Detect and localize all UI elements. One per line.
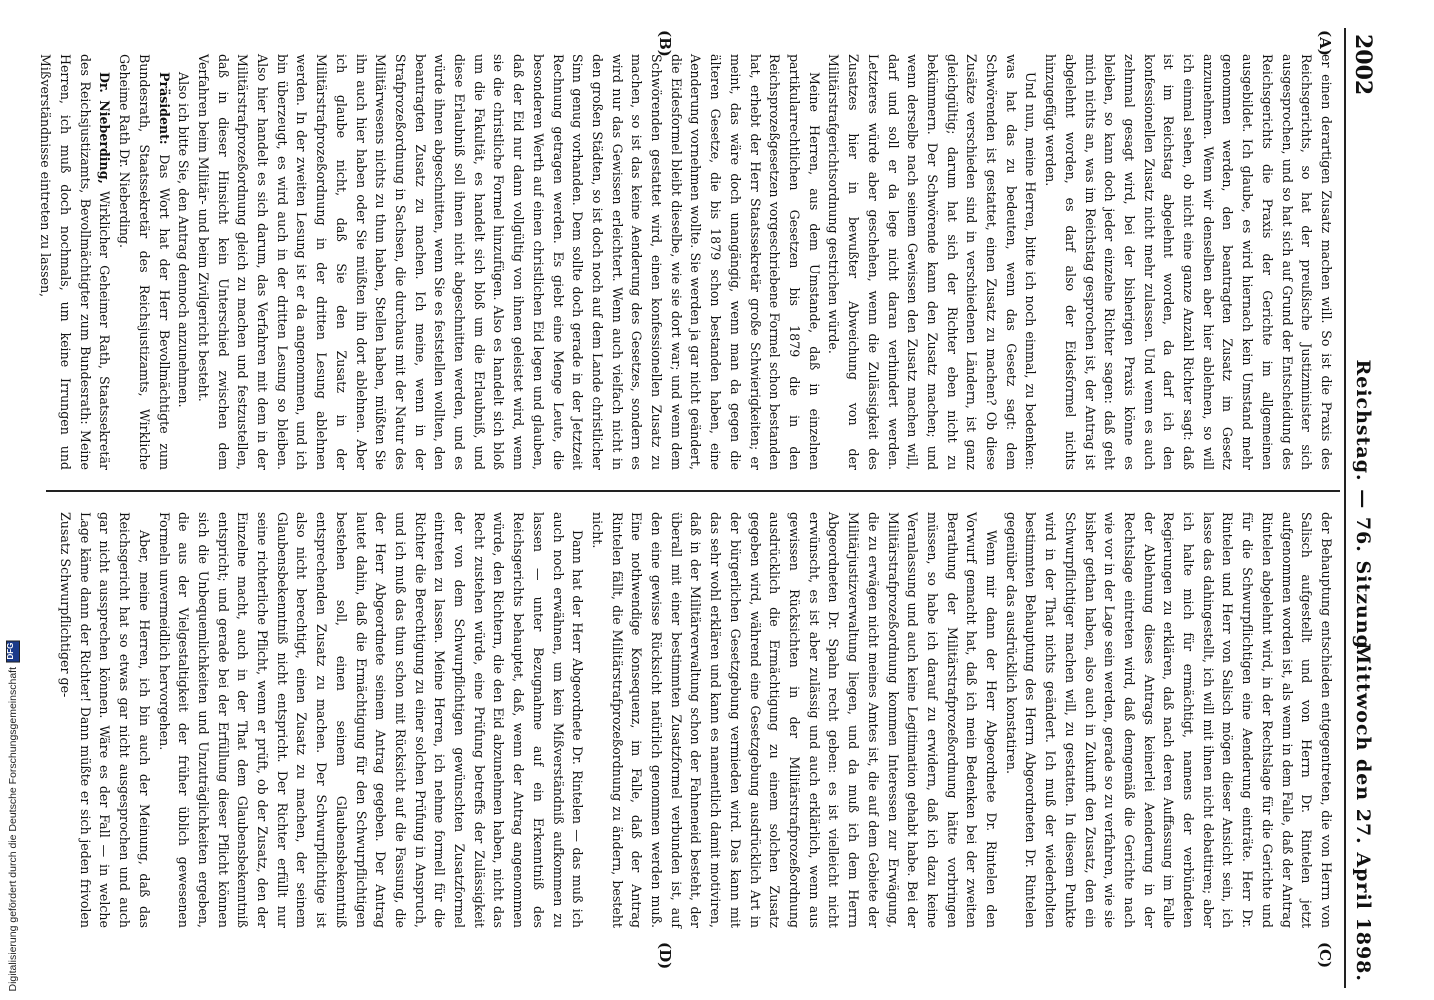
paragraph: Aber, meine Herren, ich bin auch der Meinung, daß das Reichsgericht hat so etwas gar nicht ausgesprochen und auch gar nicht aussprechen können. Wäre es der Fall — in welche Lage käme dann der Richter! Dann müßte er sich jeden frivolen Zusatz Schwurpflichtiger ge- (58, 512, 152, 928)
column-divider (46, 490, 1340, 492)
margin-marker-a: (A) (1316, 30, 1334, 56)
paragraph-text: Wirklicher Geheimer Rath, Staatssekretär des Reichsjustizamts, Bevollmächtigter zum Bundesrath: Meine Herren, ich muß doch nochmals, um keine Irrungen und Mißverständnisse eintreten zu lassen, (38, 54, 113, 470)
speaker-name: Präsident: (156, 72, 172, 145)
right-column (50, 512, 1336, 928)
paragraph: er einen derartigen Zusatz machen will. So ist die Praxis des Reichsgerichts, so hat der preußische Justizminister sich ausgesprochen, und so hat sich auf Grund der Entscheidung des Reichsgerichts die Praxis der Gerichte im allgemeinen ausgebildet. Ich glaube, es wird hiernach kein Umstand mehr genommen werden, den beantragten Zusatz im Gesetz anzunehmen. Wenn wir denselben aber hier ablehnen, so will ich einmal sehen, ob nicht eine ganze Anzahl Richter sagt: daß ist im Reichstag abgelehnt worden, da darf ich den konfessionellen Zusatz nicht mehr zulassen. Und wenn es auch zehnmal gesagt wird, bei der bisherigen Praxis könne es bleiben, so kann doch jeder einzelne Richter sagen: daß geht mich nichts an, was im Reichstag gesprochen ist, der Antrag ist abgelehnt worden, es darf also der Eidesformel nichts hinzugefügt werden. (1043, 54, 1334, 470)
margin-marker-b: (B) (656, 30, 674, 57)
speaker-name: Dr. Nieberding, (97, 72, 113, 184)
paragraph: Meine Herren, aus dem Umstande, daß in einzelnen partikularrechtlichen Gesetzen bis 1879 die in den Reichsprozeßgesetzen vorgeschriebene Formel schon bestanden hat, erhebt der Herr Staatssekretär große Schwierigkeiten; er meint, das wäre doch unangängig, wenn man da gegen die älteren Gesetze, die bis 1879 schon bestanden haben, eine Aenderung vornehmen wollte. Sie werden ja gar nicht geändert, die Eidesformel bleibt dieselbe, wie sie dort war; und wenn dem Schwörenden gestattet wird, einen konfessionellen Zusatz zu machen, so ist das keine Aenderung des Gesetzes, sondern es wird nur das Gewissen erleichtert. Wenn auch vielfach nicht in den großen Städten, so ist doch noch auf dem Lande christlicher Sinn genug vorhanden. Dem sollte doch gerade in der Jetztzeit Rechnung getragen werden. Es giebt eine Menge Leute, die besonderen Werth auf einen christlichen Eid legen und glauben, daß der Eid nur dann vollgültig von ihnen geleistet wird, wenn sie die christliche Formel hinzufügen. Also es handelt sich bloß um die Fakultät, es handelt sich bloß um die Erlaubniß, und diese Erlaubniß soll ihnen nicht abgeschnitten werden, und es würde ihnen abgeschnitten, wenn Sie es feststellen wollten, den beantragten Zusatz zu machen. Ich meine, wenn in der Strafprozeßordnung in Sachsen, die durchaus mit der Natur des Militärwesens nichts zu thun haben, Stellen haben, müßten Sie ihn auch hier haben oder Sie müßten ihn dort ablehnen. Aber ich glaube nicht, daß Sie den Zusatz in der Militärstrafprozeßordnung in der dritten Lesung ablehnen werden. In der zweiten Lesung ist er da angenommen, und ich bin überzeugt, es wird auch in der dritten Lesung so bleiben. Also hier handelt es sich darum, das Verfahren mit dem in der Militärstrafprozeßordnung gleich zu machen und festzustellen, daß in dieser Hinsicht kein Unterschied zwischen dem Verfahren beim Militär- und beim Zivilgericht besteht. (195, 54, 822, 470)
session-title: Reichstag. — 76. Sitzung. (1352, 359, 1374, 657)
left-column (38, 54, 1336, 470)
paragraph: Und nun, meine Herren, bitte ich noch einmal, zu bedenken: was hat das zu bedeuten, wenn das Gesetz sagt: dem Schwörenden ist gestattet, einen Zusatz zu machen? Ob diese Zusätze verschieden sind in verschiedenen Ländern, ist ganz gleichgültig; darum hat sich der Richter eben nicht zu bekümmern. Der Schwörende kann den Zusatz machen; und wenn derselbe nach seinem Gewissen den Zusatz machen will, darf und soll er da lege nicht daran verhindert werden. Letzteres würde aber geschehen, wenn die Zulässigkeit des Zusatzes hier in bewußter Abweichung von der Militärstrafgerichtsordnung gestrichen würde. (826, 54, 1039, 470)
session-date: Mittwoch den 27. April 1898. (1352, 643, 1374, 982)
paragraph: Dann hat der Herr Abgeordnete Dr. Rintelen — das muß ich auch noch erwähnen, um kein Mißverständniß aufkommen zu lassen — unter Bezugnahme auf ein Erkenntniß des Reichsgerichts behauptet, daß, wenn der Antrag angenommen würde, den Richtern, die den Eid abzunehmen haben, nicht das Recht zustehen würde, eine Prüfung betreffs der Zulässigkeit der von dem Schwurpflichtigen gewünschten Zusatzformel eintreten zu lassen. Meine Herren, ich nehme formell für die Richter die Berechtigung zu einer solchen Prüfung in Anspruch, und ich muß das thun schon mit Rücksicht auf die Fassung, die der Herr Abgeordnete seinem Antrag gegeben. Der Antrag lautet dahin, daß die Ermächtigung für den Schwurpflichtigen bestehen soll, einen seinem Glaubensbekenntniß entsprechenden Zusatz zu machen. Der Schwurpflichtige ist also nicht berechtigt, einen Zusatz zu machen, der seinem Glaubensbekenntniß nicht entspricht. Der Richter erfüllt nur seine richterliche Pflicht, wenn er prüft, ob der Zusatz, den der Einzelne macht, auch in der That dem Glaubensbekenntniß entspricht; und gerade bei der Erfüllung dieser Pflicht können sich die Unbequemlichkeiten und Unzuträglichkeiten ergeben, die aus der Vielgestaltigkeit der früher üblich gewesenen Formeln unvermeidlich hervorgehen. (156, 512, 586, 928)
paragraph: Also ich bitte Sie, den Antrag dennoch anzunehmen. (176, 72, 192, 408)
credit-text: Digitalisierung gefördert durch die Deutsche Forschungsgemeinschaft (7, 667, 19, 992)
page-number: 2002 (1350, 34, 1376, 96)
speaker-paragraph (114, 54, 173, 470)
speaker-paragraph (36, 54, 115, 470)
digitization-credit (6, 641, 20, 992)
paragraph-text: Das Wort hat der Herr Bevollmächtigte zum Bundesrath, Staatssekretär des Reichsjustizamts, Wirkliche Geheime Rath Dr. Nieberding. (117, 54, 172, 470)
paragraph: Wenn mir dann der Herr Abgeordnete Dr. Rintelen den Vorwurf gemacht hat, daß ich mein Bedenken bei der zweiten Berathung der Militärstrafprozeßordnung hätte vorbringen müssen, so habe ich darauf zu erwidern, daß ich dazu keine Veranlassung und auch keine Legitimation gehabt habe. Bei der Militärstrafprozeßordnung kommen Interessen zur Erwägung, die zu erwägen nicht meines Amtes ist, die auf dem Gebiete der Militärjustizverwaltung liegen, und da muß ich dem Herrn Abgeordneten Dr. Spahn recht geben: es ist vielleicht nicht erwünscht, es ist aber zulässig und auch erklärlich, wenn aus gewissen Rücksichten in der Militärstrafprozeßordnung ausdrücklich die Ermächtigung zu einem solchen Zusatz gegeben wird, während eine Gesetzgebung ausdrücklich Art in der bürgerlichen Gesetzgebung vermieden wird. Das kann mit das sehr wohl erklären und kann es namentlich damit motiviren, daß in der Militärverwaltung schon der Fahneneid besteht, der überall mit einer bestimmten Zusatzformel verbunden ist, auf den eine gewisse Rücksicht natürlich genommen werden muß. Eine nothwendige Konsequenz, im Falle, daß der Antrag Rintelen fällt, die Militärstrafprozeßordnung zu ändern, besteht nicht. (589, 512, 1000, 928)
newspaper-page (40, 28, 1380, 988)
margin-marker-d: (D) (656, 942, 674, 970)
paragraph: der Behauptung entschieden entgegentreten, die von Herrn von Salisch aufgestellt und von Herrn Dr. Rintelen jetzt aufgenommen worden ist, als wenn in dem Falle, daß der Antrag Rintelen abgelehnt wird, in der Rechtslage für die Gerichte und für die Schwurpflichtigen eine Aenderung einträte. Herr Dr. Rintelen und Herr von Salisch mögen dieser Ansicht sein, ich lasse das dahingestellt, ich will mit ihnen nicht debattiren; aber ich halte mich für ermächtigt, namens der verbündeten Regierungen zu erklären, daß nach deren Auffassung im Falle der Ablehnung dieses Antrags keinerlei Aenderung in der Rechtslage eintreten wird, daß demgemäß die Gerichte nach wie vor in der Lage sein werden, gerade so zu verfahren, wie sie bisher gethan haben, also auch in Zukunft den Zusatz, den ein Schwurpflichtiger machen will, zu gestatten. In diesem Punkte wird in der That nichts geändert. Ich muß der wiederholten bestimmten Behauptung des Herrn Abgeordneten Dr. Rintelen gegenüber das ausdrücklich konstatiren. (1003, 512, 1334, 928)
page-header (1344, 28, 1380, 988)
margin-marker-c: (C) (1316, 942, 1334, 969)
dfg-logo-icon: DFG (6, 641, 20, 663)
